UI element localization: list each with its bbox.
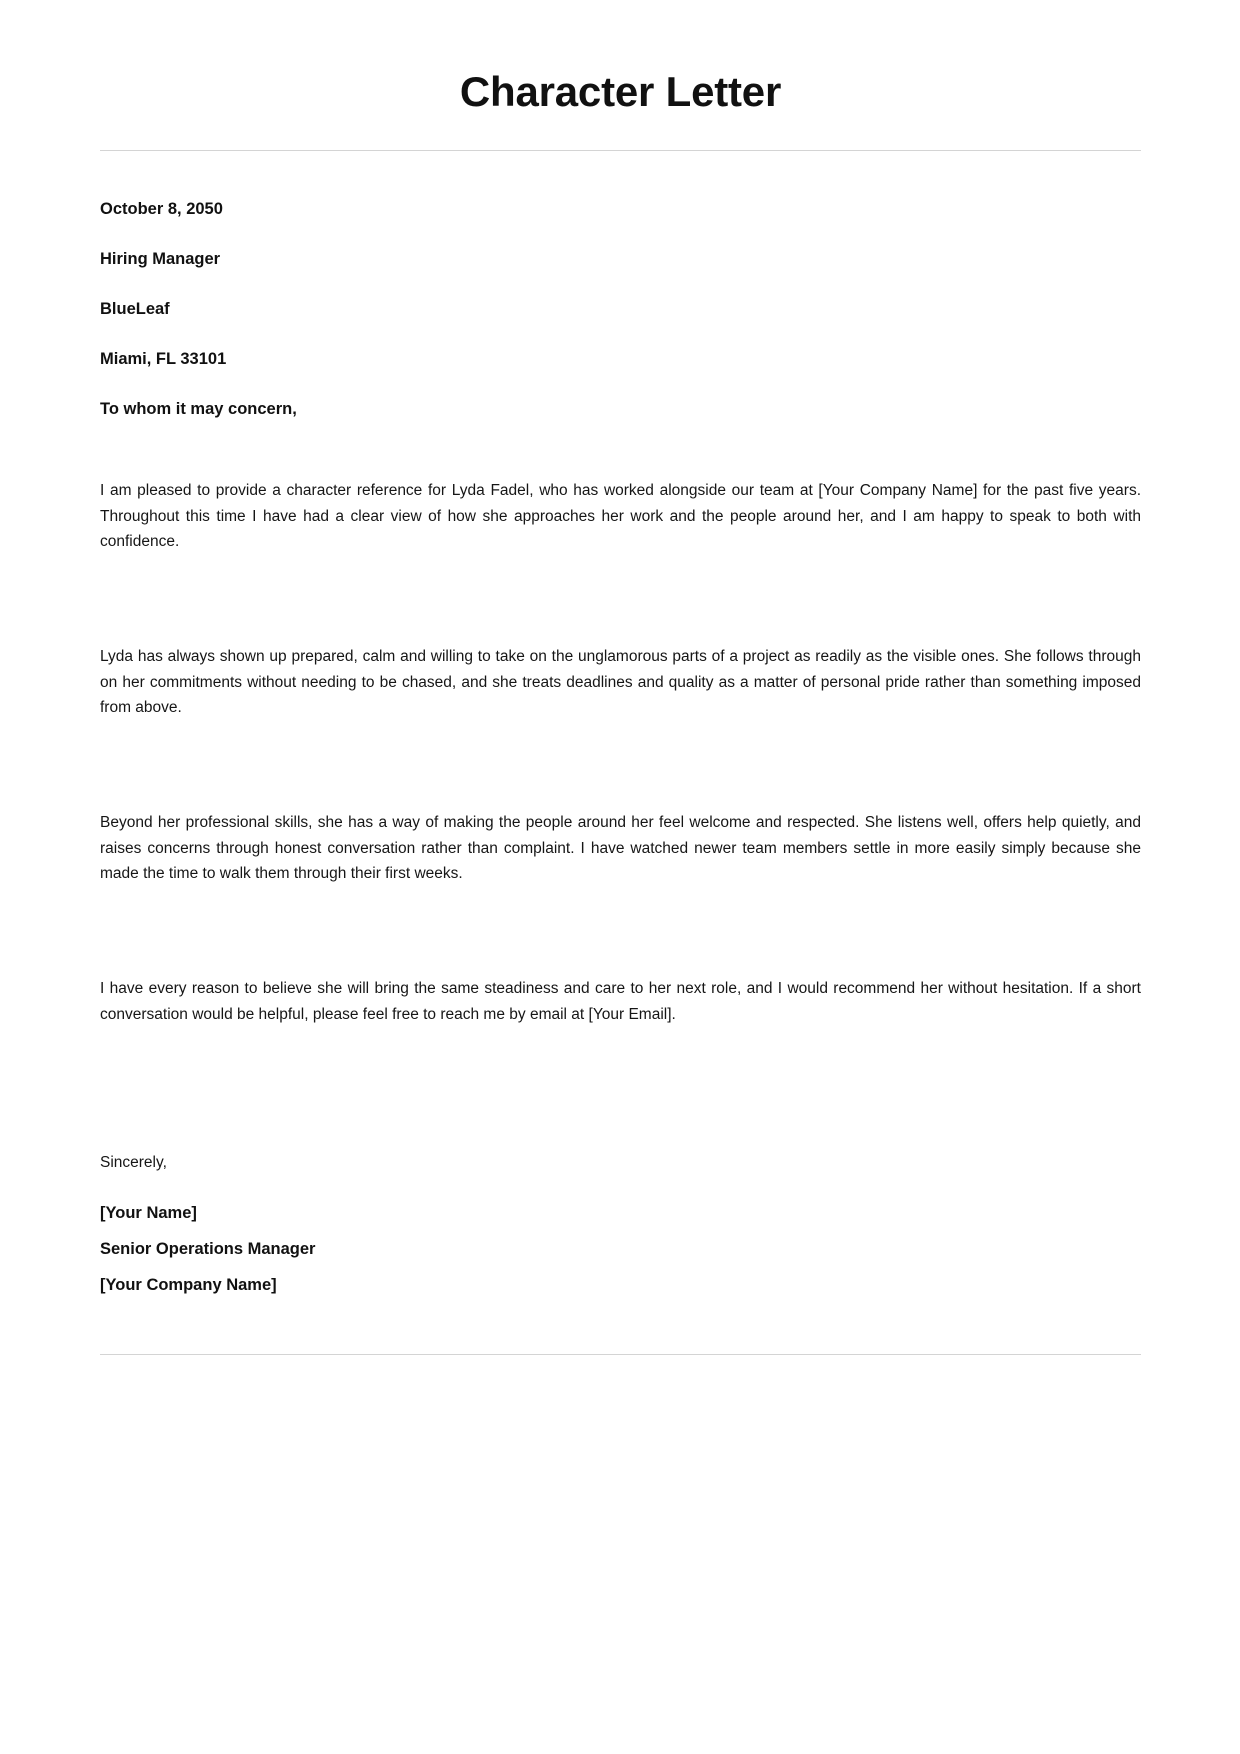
bottom-divider	[100, 1354, 1141, 1355]
body-paragraph-4: I have every reason to believe she will bring the same steadiness and care to her next role, and I would recommend her without hesitation. If a short conversation would be helpful, please feel free to reach me by email at [Your Email].	[100, 980, 1141, 1023]
recipient-title: Hiring Manager	[100, 250, 221, 268]
body-paragraph-3: Beyond her professional skills, she has a way of making the people around her feel welcome and respected. She listens well, offers help quietly, and raises concerns through honest conversation rather than complaint. I have watched newer team members settle in more easily simply because she made the time to walk them through their first weeks.	[100, 814, 1141, 882]
top-divider	[100, 150, 1141, 151]
body-paragraph-2: Lyda has always shown up prepared, calm and willing to take on the unglamorous parts of a project as readily as the visible ones. She follows through on her commitments without needing to be chased, and she treats deadlines and quality as a matter of personal pride rather than something imposed from above.	[100, 648, 1141, 716]
letter-date: October 8, 2050	[100, 200, 223, 218]
document-title: Character Letter	[459, 68, 782, 115]
salutation: To whom it may concern,	[100, 400, 297, 418]
closing-line: Sincerely,	[100, 1154, 167, 1171]
signer-name: [Your Name]	[100, 1204, 197, 1222]
signer-company: [Your Company Name]	[100, 1276, 277, 1294]
signer-position: Senior Operations Manager	[100, 1240, 316, 1258]
recipient-company: BlueLeaf	[100, 300, 170, 318]
recipient-location: Miami, FL 33101	[100, 350, 227, 368]
body-paragraph-1: I am pleased to provide a character reference for Lyda Fadel, who has worked alongside our team at [Your Company Name] for the past five years. Throughout this time I have had a clear view of how she approaches her work and the people around her, and I am happy to speak to both with confidence.	[100, 482, 1141, 550]
